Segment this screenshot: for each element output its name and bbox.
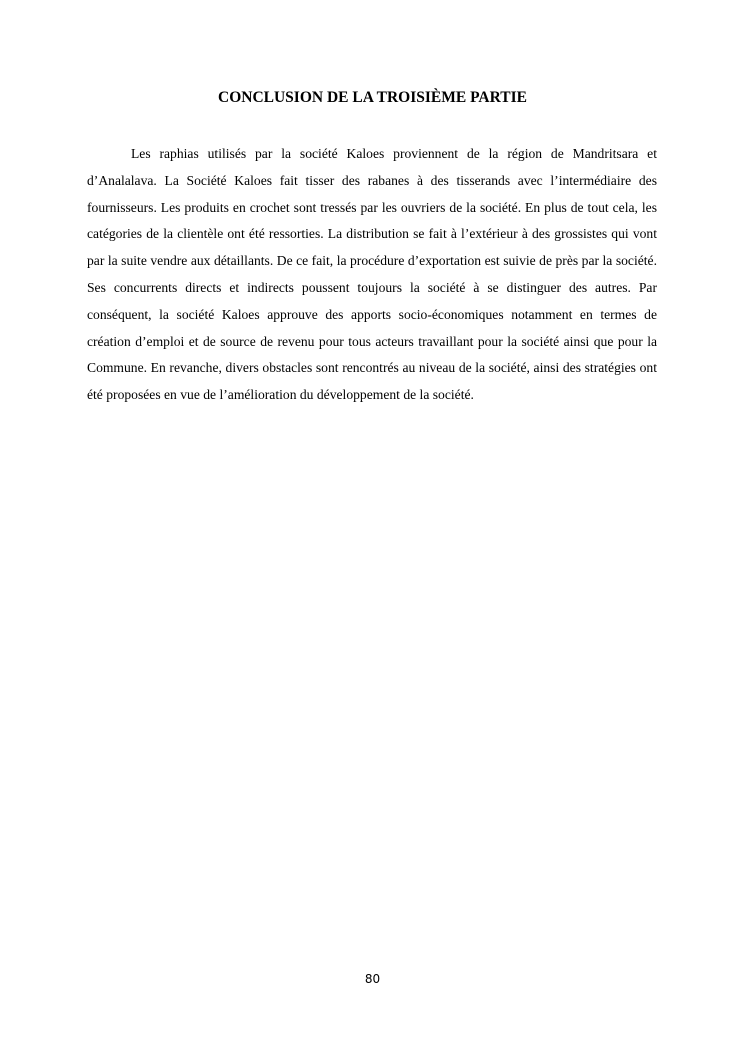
page-number: 80 — [364, 972, 381, 986]
conclusion-paragraph: Les raphias utilisés par la société Kaloes proviennent de la région de Mandritsara et d’Analalava. La Société Kaloes fait tisser des rabanes à des tisserands avec l’intermédiaire des fournisseurs. Les produits en crochet sont tressés par les ouvriers de la société. En plus de tout cela, les catégories de la clientèle ont été ressorties. La distribution se fait à l’extérieur à des grossistes qui vont par la suite vendre aux détaillants. De ce fait, la procédure d’exportation est suivie de près par la société. Ses concurrents directs et indirects poussent toujours la société à se distinguer des autres. Par conséquent, la société Kaloes approuve des apports socio-économiques notamment en termes de création d’emploi et de source de revenu pour tous acteurs travaillant pour la société ainsi que pour la Commune. En revanche, divers obstacles sont rencontrés au niveau de la société, ainsi des stratégies ont été proposées en vue de l’amélioration du développement de la société. — [87, 146, 657, 403]
page-title: CONCLUSION DE LA TROISIÈME PARTIE — [218, 89, 527, 106]
